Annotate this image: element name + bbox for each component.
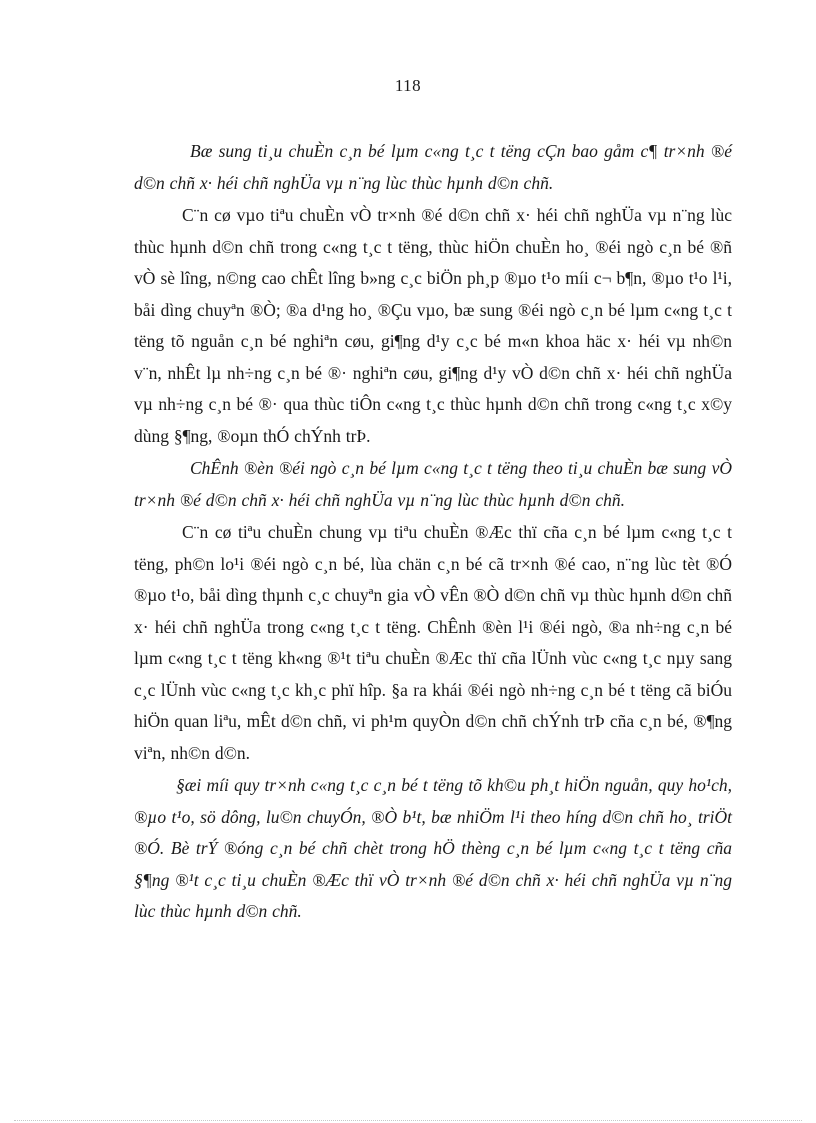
document-body [134, 136, 732, 928]
paragraph-4: C¨n cø tiªu chuÈn chung vµ tiªu chuÈn ®Æc thï cña c¸n bé lµm c«ng t¸c t tëng, ph©n lo¹i ®éi ngò c¸n bé, lùa chän c¸n bé cã tr×nh ®é cao, n¨ng lùc tèt ®Ó ®µo t¹o, båi dìng thµnh c¸c chuyªn gia vÒ vÊn ®Ò d©n chñ vµ thùc hµnh d©n chñ x· héi chñ nghÜa trong c«ng t¸c t tëng. ChÊnh ®èn l¹i ®éi ngò, ®a nh÷ng c¸n bé lµm c«ng t¸c t tëng kh«ng ®¹t tiªu chuÈn ®Æc thï cña lÜnh vùc c«ng t¸c nµy sang c¸c lÜnh vùc c«ng t¸c kh¸c phï hîp. §a ra khái ®éi ngò nh÷ng c¸n bé t tëng cã biÓu hiÖn quan liªu, mÊt d©n chñ, vi ph¹m quyÒn d©n chñ chÝnh trÞ cña c¸n bé, ®¶ng viªn, nh©n d©n. [134, 522, 732, 763]
paragraph-2: C¨n cø vµo tiªu chuÈn vÒ tr×nh ®é d©n chñ x· héi chñ nghÜa vµ n¨ng lùc thùc hµnh d©n chñ trong c«ng t¸c t tëng, thùc hiÖn chuÈn ho¸ ®éi ngò c¸n bé ®ñ vÒ sè lîng, n©ng cao chÊt lîng b»ng c¸c biÖn ph¸p ®µo t¹o míi c¬ b¶n, ®µo t¹o l¹i, båi dìng chuyªn ®Ò; ®a d¹ng ho¸ ®Çu vµo, bæ sung ®éi ngò c¸n bé lµm c«ng t¸c t tëng tõ nguån c¸n bé nghiªn cøu, gi¶ng d¹y c¸c bé m«n khoa häc x· héi vµ nh©n v¨n, nhÊt lµ nh÷ng c¸n bé ®· nghiªn cøu, gi¶ng d¹y vÒ d©n chñ x· héi chñ nghÜa vµ nh÷ng c¸n bé ®· qua thùc tiÔn c«ng t¸c thùc hµnh d©n chñ trong c«ng t¸c x©y dùng §¶ng, ®oµn thÓ chÝnh trÞ. [134, 205, 732, 446]
paragraph-3: ChÊnh ®èn ®éi ngò c¸n bé lµm c«ng t¸c t tëng theo ti¸u chuÈn bæ sung vÒ tr×nh ®é d©n chñ x· héi chñ nghÜa vµ n¨ng lùc thùc hµnh d©n chñ. [134, 458, 732, 510]
paragraph-1: Bæ sung ti¸u chuÈn c¸n bé lµm c«ng t¸c t tëng cÇn bao gåm c¶ tr×nh ®é d©n chñ x· héi chñ nghÜa vµ n¨ng lùc thùc hµnh d©n chñ. [134, 141, 732, 193]
paragraph-5: §æi míi quy tr×nh c«ng t¸c c¸n bé t tëng tõ kh©u ph¸t hiÖn nguån, quy ho¹ch, ®µo t¹o, sö dông, lu©n chuyÓn, ®Ò b¹t, bæ nhiÖm l¹i theo híng d©n chñ ho¸ triÖt ®Ó. Bè trÝ ®óng c¸n bé chñ chèt trong hÖ thèng c¸n bé lµm c«ng t¸c t tëng cña §¶ng ®¹t c¸c ti¸u chuÈn ®Æc thï vÒ tr×nh ®é d©n chñ x· héi chñ nghÜa vµ n¨ng lùc thùc hµnh d©n chñ. [134, 775, 732, 921]
page-bottom-divider [14, 1120, 802, 1121]
page-number: 118 [394, 76, 422, 95]
